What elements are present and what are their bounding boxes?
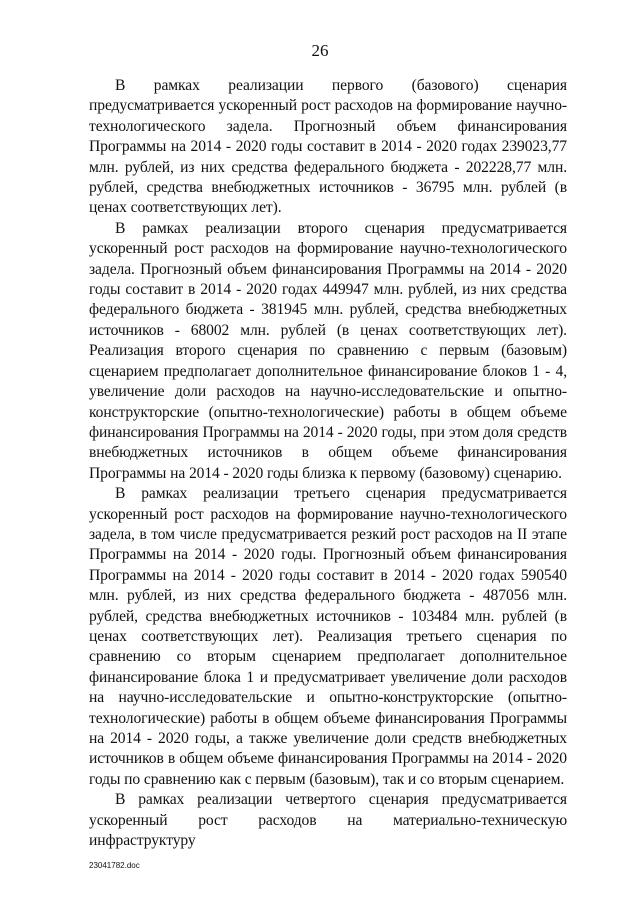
footer-file-name: 23041782.doc xyxy=(89,861,140,870)
paragraph-third-scenario: В рамках реализации третьего сценария предусматривается ускоренный рост расходов на формирование научно-технологического задела, в том числе предусматривается резкий рост расходов на II этапе Программы на 2014 - 2020 годы. Прогнозный объем финансирования Программы на 2014 - 2020 годы составит в 2014 - 2020 годах 590540 млн. рублей, из них средства федерального бюджета - 487056 млн. рублей, средства внебюджетных источников - 103484 млн. рублей (в ценах соответствующих лет). Реализация третьего сценария по сравнению со вторым сценарием предполагает дополнительное финансирование блока 1 и предусматривает увеличение доли расходов на научно-исследовательские и опытно-конструкторские (опытно-технологические) работы в общем объеме финансирования Программы на 2014 - 2020 годы, а также увеличение доли средств внебюджетных источников в общем объеме финансирования Программы на 2014 - 2020 годы по сравнению как с первым (базовым), так и со вторым сценарием. xyxy=(89,485,567,788)
page-number: 26 xyxy=(311,41,329,60)
paragraph-fourth-scenario: В рамках реализации четвертого сценария предусматривается ускоренный рост расходов на материально-техническую инфраструктуру xyxy=(89,791,567,850)
paragraph-first-scenario: В рамках реализации первого (базового) сценария предусматривается ускоренный рост расходов на формирование научно-технологического задела. Прогнозный объем финансирования Программы на 2014 - 2020 годы составит в 2014 - 2020 годах 239023,77 млн. рублей, из них средства федерального бюджета - 202228,77 млн. рублей, средства внебюджетных источников - 36795 млн. рублей (в ценах соответствующих лет). xyxy=(89,77,567,217)
paragraph-second-scenario: В рамках реализации второго сценария предусматривается ускоренный рост расходов на формирование научно-технологического задела. Прогнозный объем финансирования Программы на 2014 - 2020 годы составит в 2014 - 2020 годах 449947 млн. рублей, из них средства федерального бюджета - 381945 млн. рублей, средства внебюджетных источников - 68002 млн. рублей (в ценах соответствующих лет). Реализация второго сценария по сравнению с первым (базовым) сценарием предполагает дополнительное финансирование блоков 1 - 4, увеличение доли расходов на научно-исследовательские и опытно-конструкторские (опытно-технологические) работы в общем объеме финансирования Программы на 2014 - 2020 годы, при этом доля средств внебюджетных источников в общем объеме финансирования Программы на 2014 - 2020 годы близка к первому (базовому) сценарию. xyxy=(89,219,567,482)
document-body xyxy=(89,76,567,851)
